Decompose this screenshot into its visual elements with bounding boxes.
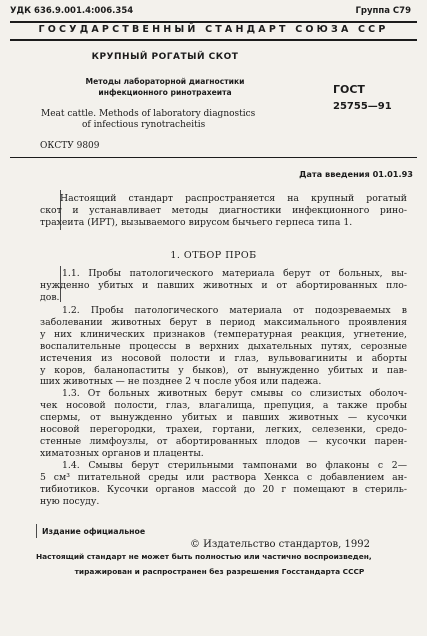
paragraph-1-2 [40, 305, 407, 388]
title-ru-sub-2: инфекционного ринотрахеита [98, 88, 232, 97]
paragraph-line: воспалительные процессы в верхних дыхательных путях, серозные [40, 340, 407, 352]
gost-label: ГОСТ [333, 83, 365, 96]
title-en-1: Meat cattle. Methods of laboratory diagnostics [41, 109, 256, 119]
paragraph-1-4 [40, 460, 407, 508]
paragraph-line: химатозных органов и плаценты. [40, 447, 204, 459]
footer-margin-line [36, 524, 37, 538]
paragraph-line: у них клинических признаков (температурная реакция, угнетение, [40, 328, 407, 340]
paragraph-1-3 [40, 388, 407, 459]
paragraph-line: 5 см³ питательной среды или раствора Хенкса с добавлением ан- [40, 471, 407, 483]
title-ru-main: КРУПНЫЙ РОГАТЫЙ СКОТ [91, 52, 239, 62]
paragraph-line: 1.2. Пробы патологического материала от подозреваемых в [62, 305, 407, 316]
paragraph-line: носовой перегородки, трахеи, гортани, легких, селезенки, средо- [40, 423, 407, 435]
okstu-code: ОКСТУ 9809 [40, 141, 100, 151]
standard-banner: ГОСУДАРСТВЕННЫЙ СТАНДАРТ СОЮЗА ССР [38, 24, 389, 35]
paragraph-line: у коров, баланопаститы у быков), от вынужденно убитых и пав- [40, 364, 407, 376]
paragraph-line: чек носовой полости, глаз, влагалища, препуция, а также пробы [40, 399, 407, 411]
reproduction-note-2: тиражирован и распространен без разрешения Госстандарта СССР [74, 567, 365, 576]
okstu-rule [10, 157, 417, 158]
paragraph-line: тибиотиков. Кусочки органов массой до 20 г помещают в стериль- [40, 483, 407, 495]
paragraph-line: ших животных — не позднее 2 ч после убоя или падежа. [40, 376, 322, 388]
paragraph-1-1 [40, 268, 407, 304]
paragraph-line: 1.3. От больных животных берут смывы со слизистых оболоч- [62, 388, 407, 399]
top-rule-1 [10, 21, 417, 23]
title-en-2: of infectious rynotracheitis [82, 120, 206, 130]
intro-line: скот и устанавливает методы диагностики инфекционного рино- [40, 204, 407, 216]
official-edition-label: Издание официальное [42, 527, 146, 536]
paragraph-line: нужденно убитых и павших животных и от абортированных пло- [40, 279, 407, 291]
udk-code: УДК 636.9.001.4:006.354 [10, 6, 134, 16]
paragraph-line: стенные лимфоузлы, от абортированных плодов — кусочки парен- [40, 435, 407, 447]
copyright: © Издательство стандартов, 1992 [190, 539, 370, 550]
intro-line: Настоящий стандарт распространяется на крупный рогатый [60, 193, 407, 204]
paragraph-line: истечения из носовой полости и глаз, вульвовагиниты и аборты [40, 352, 407, 364]
intro-line: трахеита (ИРТ), вызываемого вирусом бычьего герпеса типа 1. [40, 216, 353, 228]
paragraph-line: заболевании животных берут в период максимального проявления [40, 316, 407, 328]
section-title: 1. ОТБОР ПРОБ [170, 250, 257, 261]
title-ru-sub-1: Методы лабораторной диагностики [85, 77, 245, 86]
paragraph-line: ную посуду. [40, 495, 100, 507]
group-code: Группа С79 [355, 6, 411, 16]
intro-date: Дата введения 01.01.93 [299, 169, 413, 179]
top-rule-2 [10, 39, 417, 41]
paragraph-line: спермы, от вынужденно убитых и павших животных — кусочки [40, 411, 407, 423]
paragraph-line: 1.4. Смывы берут стерильными тампонами во флаконы с 2— [62, 460, 407, 471]
gost-number: 25755—91 [333, 101, 392, 112]
intro-paragraph [40, 193, 407, 229]
paragraph-line: дов. [40, 291, 60, 303]
reproduction-note-1: Настоящий стандарт не может быть полностью или частично воспроизведен, [36, 552, 372, 561]
paragraph-line: 1.1. Пробы патологического материала берут от больных, вы- [62, 268, 407, 279]
